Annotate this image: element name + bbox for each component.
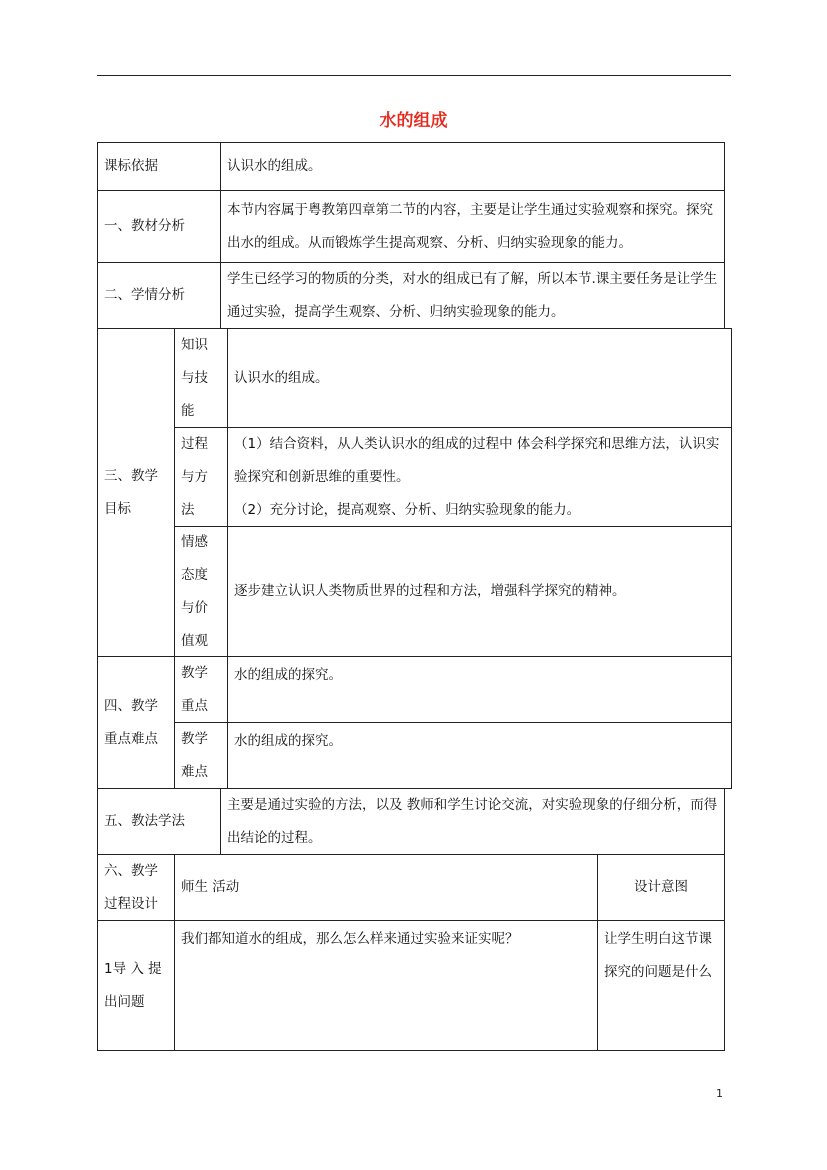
methods-content: 主要是通过实验的方法，以及 教师和学生讨论交流，对实验现象的仔细分析，而得出结论的过程。 — [227, 796, 718, 846]
emotion-content-cell — [227, 526, 732, 657]
intent-header-cell — [597, 854, 725, 921]
students-label-cell — [97, 262, 221, 329]
intro-label-cell — [97, 920, 175, 1051]
basis-content: 认识水的组成。 — [227, 158, 322, 174]
activity-header-cell — [174, 854, 598, 921]
emotion-label-cell — [174, 526, 228, 657]
intro-intent-cell — [597, 920, 725, 1051]
process-design-label-cell — [97, 854, 175, 921]
focus-content: 水的组成的探究。 — [234, 667, 342, 683]
process-content-cell — [227, 427, 732, 527]
difficulty-label: 教学难点 — [181, 730, 208, 780]
textbook-label: 一、教材分析 — [104, 218, 185, 234]
knowledge-label: 知识与技能 — [181, 336, 208, 419]
process-content-2: （2）充分讨论，提高观察、分析、归纳实验现象的能力。 — [234, 501, 581, 518]
basis-label-cell — [97, 142, 221, 191]
students-content-cell — [220, 262, 725, 329]
header-rule — [97, 75, 731, 76]
document-title: 水的组成 — [379, 111, 448, 131]
basis-content-cell — [220, 142, 725, 191]
methods-label-cell — [97, 788, 221, 855]
process-label-cell — [174, 427, 228, 527]
textbook-label-cell — [97, 190, 221, 263]
focus-label-cell — [174, 656, 228, 723]
knowledge-content: 认识水的组成。 — [234, 369, 329, 386]
methods-label: 五、教法学法 — [104, 813, 185, 829]
activity-header: 师生 活动 — [181, 879, 240, 895]
process-content-1: （1）结合资料，从人类认识水的组成的过程中 体会科学探究和思维方法，认识实验探究和创新思维的重要性。 — [234, 435, 720, 485]
basis-label: 课标依据 — [104, 158, 158, 174]
knowledge-content-cell — [227, 328, 732, 428]
emotion-content: 逐步建立认识人类物质世界的过程和方法，增强科学探究的精神。 — [234, 583, 626, 599]
textbook-content-cell — [220, 190, 725, 263]
process-design-label: 六、教学过程设计 — [104, 862, 158, 912]
methods-content-cell — [220, 788, 725, 855]
focus-label: 教学重点 — [181, 664, 208, 714]
goals-label-cell — [97, 328, 175, 657]
focus-content-cell — [227, 656, 732, 723]
textbook-content: 本节内容属于粤教第四章第二节的内容，主要是让学生通过实验观察和探究。探究出水的组成。从而锻炼学生提高观察、分析、归纳实验现象的能力。 — [227, 201, 713, 251]
intro-intent: 让学生明白这节课探究的问题是什么 — [604, 931, 712, 980]
emotion-label: 情感态度与价值观 — [181, 533, 208, 649]
keypoints-label-cell — [97, 656, 175, 789]
difficulty-label-cell — [174, 722, 228, 789]
intro-activity: 我们都知道水的组成，那么怎么样来通过实验来证实呢？ — [181, 931, 519, 947]
intent-header: 设计意图 — [634, 879, 688, 895]
difficulty-content-cell — [227, 722, 732, 789]
knowledge-label-cell — [174, 328, 228, 428]
intro-activity-cell — [174, 920, 598, 1051]
keypoints-label: 四、教学重点难点 — [104, 697, 158, 747]
page-number: 1 — [716, 1087, 723, 1100]
goals-label: 三、教学目标 — [104, 467, 158, 517]
students-label: 二、学情分析 — [104, 287, 185, 303]
process-label: 过程与方法 — [181, 435, 208, 518]
intro-label: 1导 入 提出问题 — [104, 960, 162, 1010]
difficulty-content: 水的组成的探究。 — [234, 733, 342, 749]
students-content: 学生已经学习的物质的分类，对水的组成已有了解，所以本节.课主要任务是让学生通过实验，提高学生观察、分析、归纳实验现象的能力。 — [227, 270, 718, 320]
